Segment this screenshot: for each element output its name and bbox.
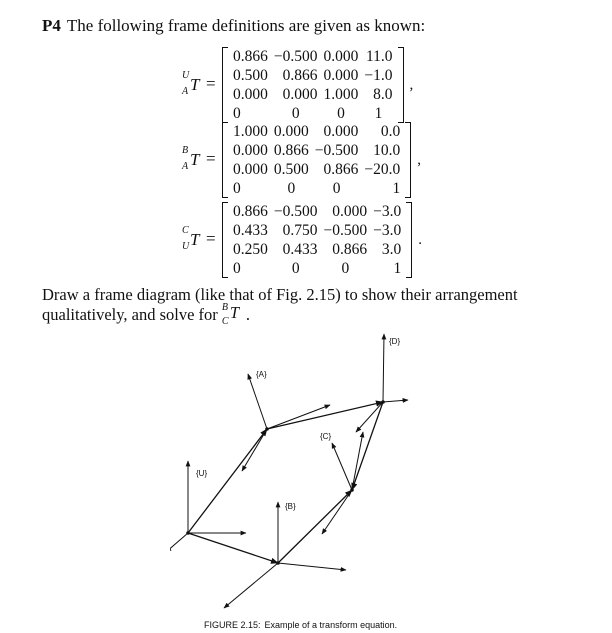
- matrix-cell: 10.0: [373, 142, 401, 159]
- matrix-cell: 0.000: [323, 123, 359, 140]
- punctuation: ,: [417, 151, 421, 168]
- instruction-text: Draw a frame diagram (like that of Fig. 2.15) to show their arrangement qualitatively, and solve for: [42, 285, 518, 324]
- frame-c-axes: [322, 432, 363, 534]
- matrix-cell: 0.866: [233, 48, 268, 65]
- matrix-cell: 0: [291, 260, 300, 277]
- matrix-cell: 0.000: [332, 203, 368, 220]
- matrix-cell: 0.866: [332, 241, 368, 258]
- frame-label-d: {D}: [389, 337, 401, 346]
- matrix-ua: [222, 47, 404, 123]
- solve-symbol: T: [229, 303, 240, 322]
- matrix-cell: 8.0: [373, 86, 393, 103]
- frame-label-b: {B}: [285, 502, 296, 511]
- instruction-paragraph: [42, 285, 602, 327]
- frame-subscript: A: [182, 161, 189, 172]
- caption-text: Example of a transform equation.: [264, 620, 398, 630]
- matrix-cell: 0.866: [282, 67, 318, 84]
- equation-lhs: [178, 70, 222, 100]
- matrix-cell: 0.000: [323, 67, 359, 84]
- matrix-cell: 0.433: [282, 241, 318, 258]
- equation-ua-t: [178, 47, 413, 123]
- matrix-cell: −0.500: [273, 203, 318, 220]
- matrix-cell: 0: [287, 180, 296, 197]
- equation-ba-t: [178, 122, 421, 198]
- frame-superscript: C: [182, 225, 189, 236]
- matrix-cell: 0.000: [233, 161, 268, 178]
- frame-a-axes: [242, 374, 330, 471]
- matrix-cell: 0.433: [233, 222, 268, 239]
- matrix-cell: 0.500: [273, 161, 309, 178]
- problem-label: P4: [42, 16, 61, 35]
- figure-caption: [204, 620, 397, 630]
- matrix-cell: −3.0: [373, 222, 402, 239]
- solve-subscript: C: [221, 316, 229, 327]
- equals-sign: =: [206, 74, 216, 93]
- problem-intro: The following frame definitions are given as known:: [66, 16, 426, 35]
- problem-statement: [42, 16, 425, 36]
- frame-subscript: A: [182, 86, 189, 97]
- matrix-cell: 1: [392, 180, 401, 197]
- frame-d-axes: [356, 334, 408, 432]
- matrix-cu: [222, 202, 412, 278]
- frame-superscript: U: [182, 70, 190, 81]
- matrix-cell: 0.000: [233, 86, 268, 103]
- matrix-cell: 0: [233, 180, 241, 197]
- matrix-cell: 0: [233, 260, 241, 277]
- matrix-ba: [222, 122, 411, 198]
- matrix-cell: −3.0: [373, 203, 402, 220]
- matrix-cell: 1.000: [323, 86, 359, 103]
- frame-label-a: {A}: [256, 370, 267, 379]
- frame-superscript: B: [182, 145, 189, 156]
- matrix-cell: 1: [374, 105, 383, 122]
- matrix-cell: 0.866: [273, 142, 309, 159]
- solve-superscript: B: [221, 302, 229, 313]
- frame-label-u: {U}: [196, 469, 208, 478]
- instruction-period: .: [245, 305, 251, 324]
- matrix-cell: −1.0: [364, 67, 393, 84]
- frame-subscript: U: [182, 241, 190, 252]
- matrix-cell: 0.0: [380, 123, 401, 140]
- equals-sign: =: [206, 149, 216, 168]
- punctuation: .: [418, 231, 422, 248]
- equation-cu-t: [178, 202, 422, 278]
- solve-target: [221, 302, 246, 327]
- matrix-cell: 0: [337, 105, 345, 122]
- caption-label: FIGURE 2.15:: [204, 620, 261, 630]
- matrix-cell: 1: [393, 260, 402, 277]
- matrix-cell: 0.866: [323, 161, 359, 178]
- frame-label-c: {C}: [320, 432, 332, 441]
- transform-symbol: T: [190, 75, 200, 94]
- matrix-cell: 0.000: [273, 123, 309, 140]
- frame-b-axes: [224, 502, 346, 608]
- matrix-cell: 0: [233, 105, 241, 122]
- matrix-cell: 0.250: [233, 241, 268, 258]
- transform-symbol: T: [190, 150, 200, 169]
- matrix-cell: 0.866: [233, 203, 268, 220]
- matrix-cell: 11.0: [365, 48, 393, 65]
- matrix-cell: 3.0: [381, 241, 402, 258]
- punctuation: ,: [409, 76, 414, 93]
- equals-sign: =: [206, 229, 216, 248]
- matrix-cell: 0.500: [233, 67, 268, 84]
- matrix-cell: −0.500: [323, 222, 368, 239]
- equation-lhs: [178, 225, 222, 255]
- transform-symbol: T: [190, 230, 200, 249]
- matrix-cell: −20.0: [364, 161, 401, 178]
- matrix-cell: 0.000: [233, 142, 268, 159]
- equation-lhs: [178, 145, 222, 175]
- matrix-cell: 0: [332, 180, 341, 197]
- matrix-cell: 0.000: [282, 86, 318, 103]
- matrix-cell: 0: [291, 105, 300, 122]
- matrix-cell: −0.500: [314, 142, 359, 159]
- matrix-cell: 0.750: [282, 222, 318, 239]
- matrix-cell: 0: [341, 260, 350, 277]
- matrix-cell: −0.500: [273, 48, 318, 65]
- matrix-cell: 0.000: [323, 48, 359, 65]
- matrix-cell: 1.000: [233, 123, 268, 140]
